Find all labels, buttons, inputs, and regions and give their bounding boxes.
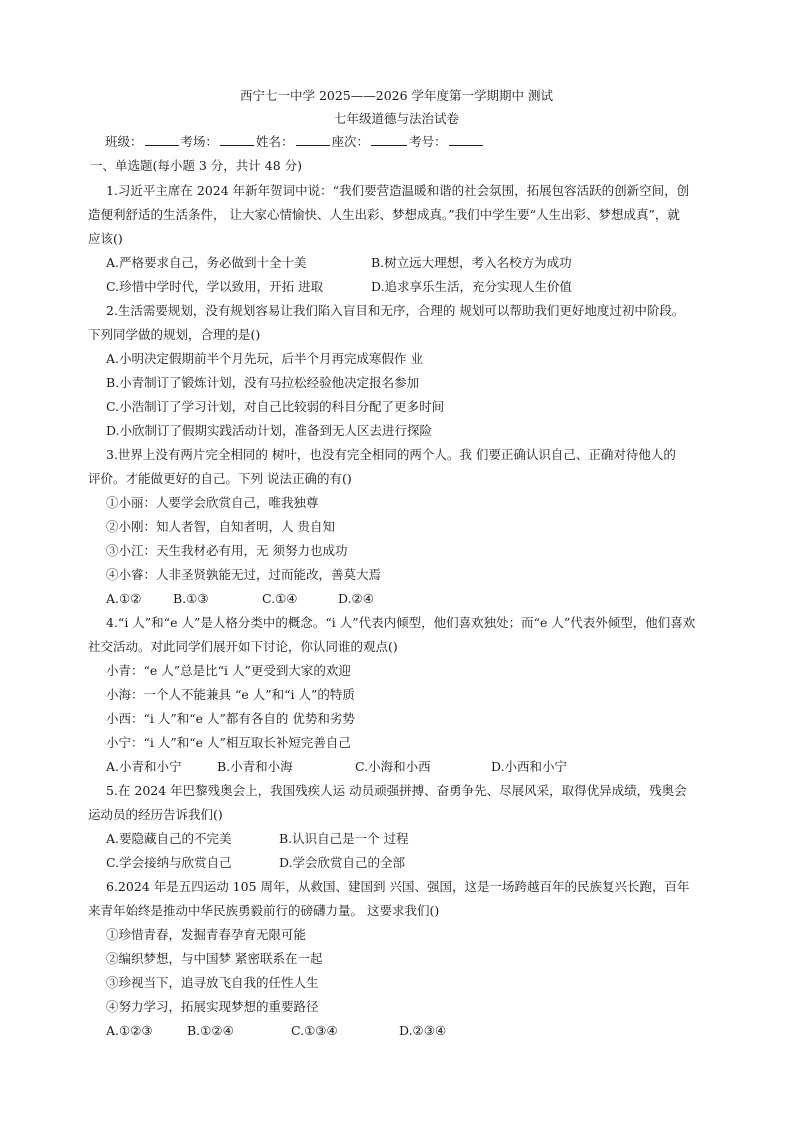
q5-option-d: D.学会欣赏自己的全部	[279, 855, 406, 870]
q2-option-d: D.小欣制订了假期实践活动计划，准备到无人区去进行探险	[106, 423, 433, 438]
number-label: 考号：	[409, 134, 447, 149]
number-blank	[449, 133, 483, 146]
q1-option-c: C.珍惜中学时代，学以致用，开拓 进取	[106, 279, 324, 294]
q3-option-a: A.①②	[106, 591, 142, 606]
q2-option-b: B.小青制订了锻炼计划，没有马拉松经验他决定报名参加	[106, 375, 420, 390]
q1-option-d: D.追求享乐生活，充分实现人生价值	[371, 279, 573, 294]
q6-option-d: D.②③④	[399, 1023, 447, 1038]
seat-blank	[371, 133, 407, 146]
class-label: 班级：	[105, 134, 143, 149]
q2-line2: 下列同学做的规划，合理的是()	[88, 327, 261, 342]
q4-line1: 4.“i 人”和“e 人”是人格分类中的概念。“i 人”代表内倾型，他们喜欢独处；而“e 人”代表外倾型，他们喜欢	[106, 615, 696, 630]
q3-line2: 评价。才能做更好的自己。下列 说法正确的有()	[88, 471, 352, 486]
q1-line1: 1.习近平主席在 2024 年新年贺词中说：“我们要营造温暖和谐的社会氛围，拓展包容活跃的创新空间，创	[106, 183, 690, 198]
student-info-row	[105, 133, 485, 151]
section-heading: 一、单选题(每小题 3 分，共计 48 分)	[90, 158, 303, 173]
q3-line1: 3.世界上没有两片完全相同的 树叶，也没有完全相同的两个人。我 们要正确认识自己、正确对待他人的	[106, 447, 676, 462]
name-blank	[296, 133, 330, 146]
q2-option-a: A.小明决定假期前半个月先玩，后半个月再完成寒假作 业	[106, 351, 423, 366]
q5-option-c: C.学会接纳与欣赏自己	[106, 855, 232, 870]
q1-line2: 造便利舒适的生活条件， 让大家心情愉快、人生出彩、梦想成真。”我们中学生要“人生出彩、梦想成真”，就	[88, 207, 680, 222]
q4-option-d: D.小西和小宁	[491, 759, 568, 774]
q1-option-a: A.严格要求自己，务必做到十全十美	[106, 255, 307, 270]
q5-option-b: B.认识自己是一个 过程	[279, 831, 409, 846]
q4-statement-4: 小宁：“i 人”和“e 人”相互取长补短完善自己	[106, 735, 351, 750]
q6-line1: 6.2024 年是五四运动 105 周年，从救国、建国到 兴国、强国，这是一场跨越百年的民族复兴长跑，百年	[106, 879, 690, 894]
q4-option-c: C.小海和小西	[355, 759, 431, 774]
q5-option-a: A.要隐藏自己的不完美	[106, 831, 232, 846]
q2-option-c: C.小浩制订了学习计划，对自己比较弱的科目分配了更多时间	[106, 399, 445, 414]
q3-statement-1: ①小丽：人要学会欣赏自己，唯我独尊	[106, 495, 319, 510]
name-label: 姓名：	[256, 134, 294, 149]
q6-statement-3: ③珍视当下，追寻放飞自我的任性人生	[106, 975, 319, 990]
q2-line1: 2.生活需要规划，没有规划容易让我们陷入盲目和无序，合理的 规划可以帮助我们更好地度过初中阶段。	[106, 303, 685, 318]
q4-statement-2: 小海：一个人不能兼具 “e 人”和“i 人”的特质	[106, 687, 355, 702]
q3-statement-4: ④小睿：人非圣贤孰能无过，过而能改，善莫大焉	[106, 567, 382, 582]
q1-line3: 应该()	[88, 231, 123, 246]
q4-statement-1: 小青：“e 人”总是比“i 人”更受到大家的欢迎	[106, 663, 351, 678]
q5-line2: 运动员的经历告诉我们()	[88, 807, 223, 822]
q6-line2: 来青年始终是推动中华民族勇毅前行的磅礴力量。 这要求我们()	[88, 903, 440, 918]
room-label: 考场：	[180, 134, 219, 149]
q1-option-b: B.树立远大理想，考入名校方为成功	[371, 255, 572, 270]
q3-option-b: B.①③	[173, 591, 209, 606]
q6-statement-2: ②编织梦想，与中国梦 紧密联系在一起	[106, 951, 323, 966]
q3-option-d: D.②④	[338, 591, 374, 606]
class-blank	[145, 133, 179, 146]
seat-label: 座次：	[331, 134, 370, 149]
q6-statement-4: ④努力学习，拓展实现梦想的重要路径	[106, 999, 319, 1014]
q5-line1: 5.在 2024 年巴黎残奥会上，我国残疾人运 动员顽强拼搏、奋勇争先、尽展风采，取得优异成绩，残奥会	[106, 783, 687, 798]
q4-option-a: A.小青和小宁	[106, 759, 182, 774]
q4-statement-3: 小西：“i 人”和“e 人”都有各自的 优势和劣势	[106, 711, 355, 726]
room-blank	[220, 133, 254, 146]
q6-statement-1: ①珍惜青春，发掘青春孕育无限可能	[106, 927, 307, 942]
exam-title: 西宁七一中学 2025——2026 学年度第一学期期中 测试	[239, 88, 554, 103]
q6-option-c: C.①③④	[291, 1023, 338, 1038]
exam-subtitle: 七年级道德与法治试卷	[333, 111, 459, 126]
q4-line2: 社交活动。对此同学们展开如下讨论，你认同谁的观点()	[88, 639, 398, 654]
q3-statement-2: ②小刚：知人者智，自知者明，人 贵自知	[106, 519, 335, 534]
q3-option-c: C.①④	[262, 591, 298, 606]
q4-option-b: B.小青和小海	[217, 759, 293, 774]
q3-statement-3: ③小江：天生我材必有用，无 须努力也成功	[106, 543, 348, 558]
q6-option-a: A.①②③	[106, 1023, 153, 1038]
q6-option-b: B.①②④	[187, 1023, 234, 1038]
